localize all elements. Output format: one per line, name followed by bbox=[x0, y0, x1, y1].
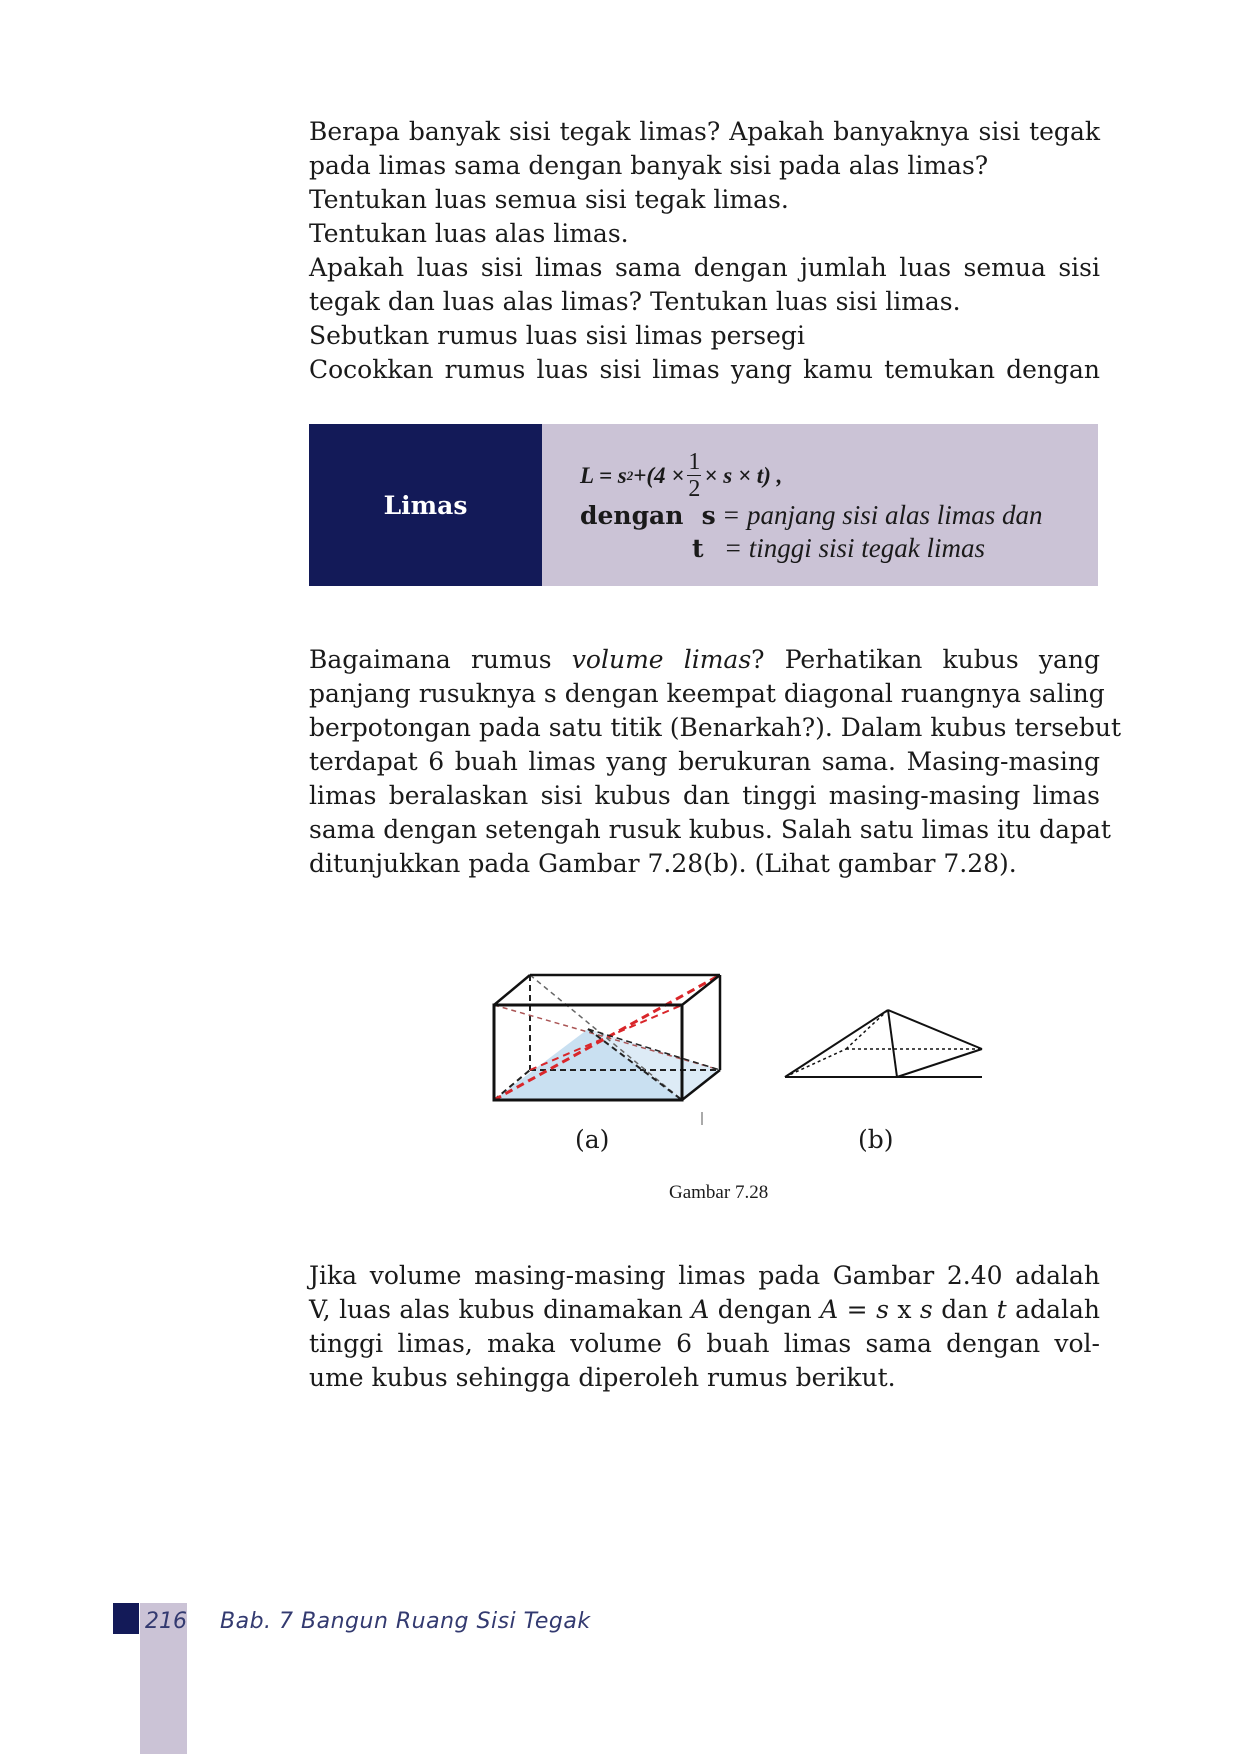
text-line: ditunjukkan pada Gambar 7.28(b). (Lihat gambar 7.28). bbox=[309, 849, 1017, 878]
variable-t-definition bbox=[692, 533, 985, 564]
formula-box bbox=[309, 424, 1098, 586]
variable-s-description: = panjang sisi alas limas dan bbox=[722, 500, 1043, 530]
text-span: dengan bbox=[709, 1295, 821, 1324]
text-line: Tentukan luas alas limas. bbox=[309, 219, 629, 248]
formula-exponent: 2 bbox=[626, 467, 634, 483]
text-line: Cocokkan rumus luas sisi limas yang kamu temukan dengan bbox=[309, 355, 1100, 384]
pyramid-edge bbox=[888, 1010, 897, 1077]
intro-questions bbox=[309, 115, 1100, 387]
text-line: terdapat 6 buah limas yang berukuran sama. Masing-masing bbox=[309, 747, 1100, 776]
cube-diagram bbox=[494, 975, 720, 1125]
text-line: Apakah luas sisi limas sama dengan jumlah luas semua sisi bbox=[309, 253, 1100, 282]
formula-box-body bbox=[542, 424, 1098, 586]
closing-paragraph bbox=[309, 1259, 1100, 1395]
fraction-numerator: 1 bbox=[688, 449, 701, 475]
text-line: tinggi limas, maka volume 6 buah limas sama dengan vol- bbox=[309, 1329, 1100, 1358]
footer-marker bbox=[113, 1603, 139, 1634]
figure-title: Gambar 7.28 bbox=[669, 1182, 769, 1203]
pyramid-edge bbox=[785, 1010, 888, 1077]
pyramid-hidden-edge bbox=[846, 1010, 888, 1049]
text-line: ume kubus sehingga diperoleh rumus berikut. bbox=[309, 1363, 896, 1392]
text-line: panjang rusuknya s dengan keempat diagonal ruangnya saling bbox=[309, 679, 1105, 708]
text-line: Tentukan luas semua sisi tegak limas. bbox=[309, 185, 789, 214]
text-line: sama dengan setengah rusuk kubus. Salah satu limas itu dapat bbox=[309, 815, 1111, 844]
pyramid-diagram bbox=[785, 1010, 982, 1077]
caption-b: (b) bbox=[858, 1125, 894, 1154]
cube-edge bbox=[494, 975, 530, 1005]
var-t: t bbox=[996, 1295, 1007, 1324]
text-span: dan bbox=[932, 1295, 997, 1324]
text-line bbox=[309, 643, 1100, 677]
text-line: tegak dan luas alas limas? Tentukan luas sisi limas. bbox=[309, 287, 961, 316]
formula-mid: +(4 × bbox=[633, 462, 685, 488]
formula-suffix: × s × t) , bbox=[704, 462, 783, 488]
text-line: Sebutkan rumus luas sisi limas persegi bbox=[309, 321, 805, 350]
text-line: berpotongan pada satu titik (Benarkah?). Dalam kubus tersebut bbox=[309, 713, 1122, 742]
surface-area-formula bbox=[580, 449, 782, 502]
text-span: V, luas alas kubus dinamakan bbox=[309, 1295, 692, 1324]
fraction-denominator: 2 bbox=[688, 476, 701, 502]
variable-s-definition bbox=[580, 500, 1043, 531]
formula-prefix: L = s bbox=[580, 462, 627, 488]
chapter-title: Bab. 7 Bangun Ruang Sisi Tegak bbox=[220, 1609, 591, 1634]
pyramid-edge bbox=[888, 1010, 982, 1049]
text-line: Berapa banyak sisi tegak limas? Apakah banyaknya sisi tegak bbox=[309, 117, 1100, 146]
cube-edge bbox=[682, 975, 720, 1005]
var-s: s bbox=[876, 1295, 889, 1324]
text-span: ? Perhatikan kubus yang bbox=[751, 645, 1100, 674]
figure-7-28 bbox=[490, 945, 990, 1165]
variable-s: s bbox=[701, 501, 716, 530]
term-volume-limas: volume limas bbox=[571, 645, 752, 674]
fraction-one-half bbox=[687, 449, 701, 502]
var-s: s bbox=[919, 1295, 933, 1324]
variable-t: t bbox=[692, 534, 704, 563]
text-span: x bbox=[888, 1295, 920, 1324]
text-span: Bagaimana rumus bbox=[309, 645, 572, 674]
text-line: limas beralaskan sisi kubus dan tinggi masing-masing limas bbox=[309, 781, 1100, 810]
text-line bbox=[309, 1293, 1100, 1327]
caption-a: (a) bbox=[575, 1125, 610, 1154]
text-line: Jika volume masing-masing limas pada Gambar 2.40 adalah bbox=[309, 1261, 1100, 1290]
text-span: adalah bbox=[1006, 1295, 1100, 1324]
text-span: = bbox=[838, 1295, 877, 1324]
var-A: A bbox=[691, 1295, 710, 1324]
var-A: A bbox=[820, 1295, 839, 1324]
with-word: dengan bbox=[580, 501, 684, 530]
volume-paragraph bbox=[309, 643, 1122, 881]
pyramid-base-edge bbox=[897, 1049, 982, 1077]
text-line: pada limas sama dengan banyak sisi pada alas limas? bbox=[309, 151, 989, 180]
cube-and-pyramid-illustration bbox=[490, 945, 990, 1125]
pyramid-hidden-edge bbox=[785, 1049, 846, 1077]
variable-t-description: = tinggi sisi tegak limas bbox=[723, 533, 986, 563]
formula-box-label: Limas bbox=[309, 424, 542, 586]
page-number: 216 bbox=[145, 1609, 187, 1634]
